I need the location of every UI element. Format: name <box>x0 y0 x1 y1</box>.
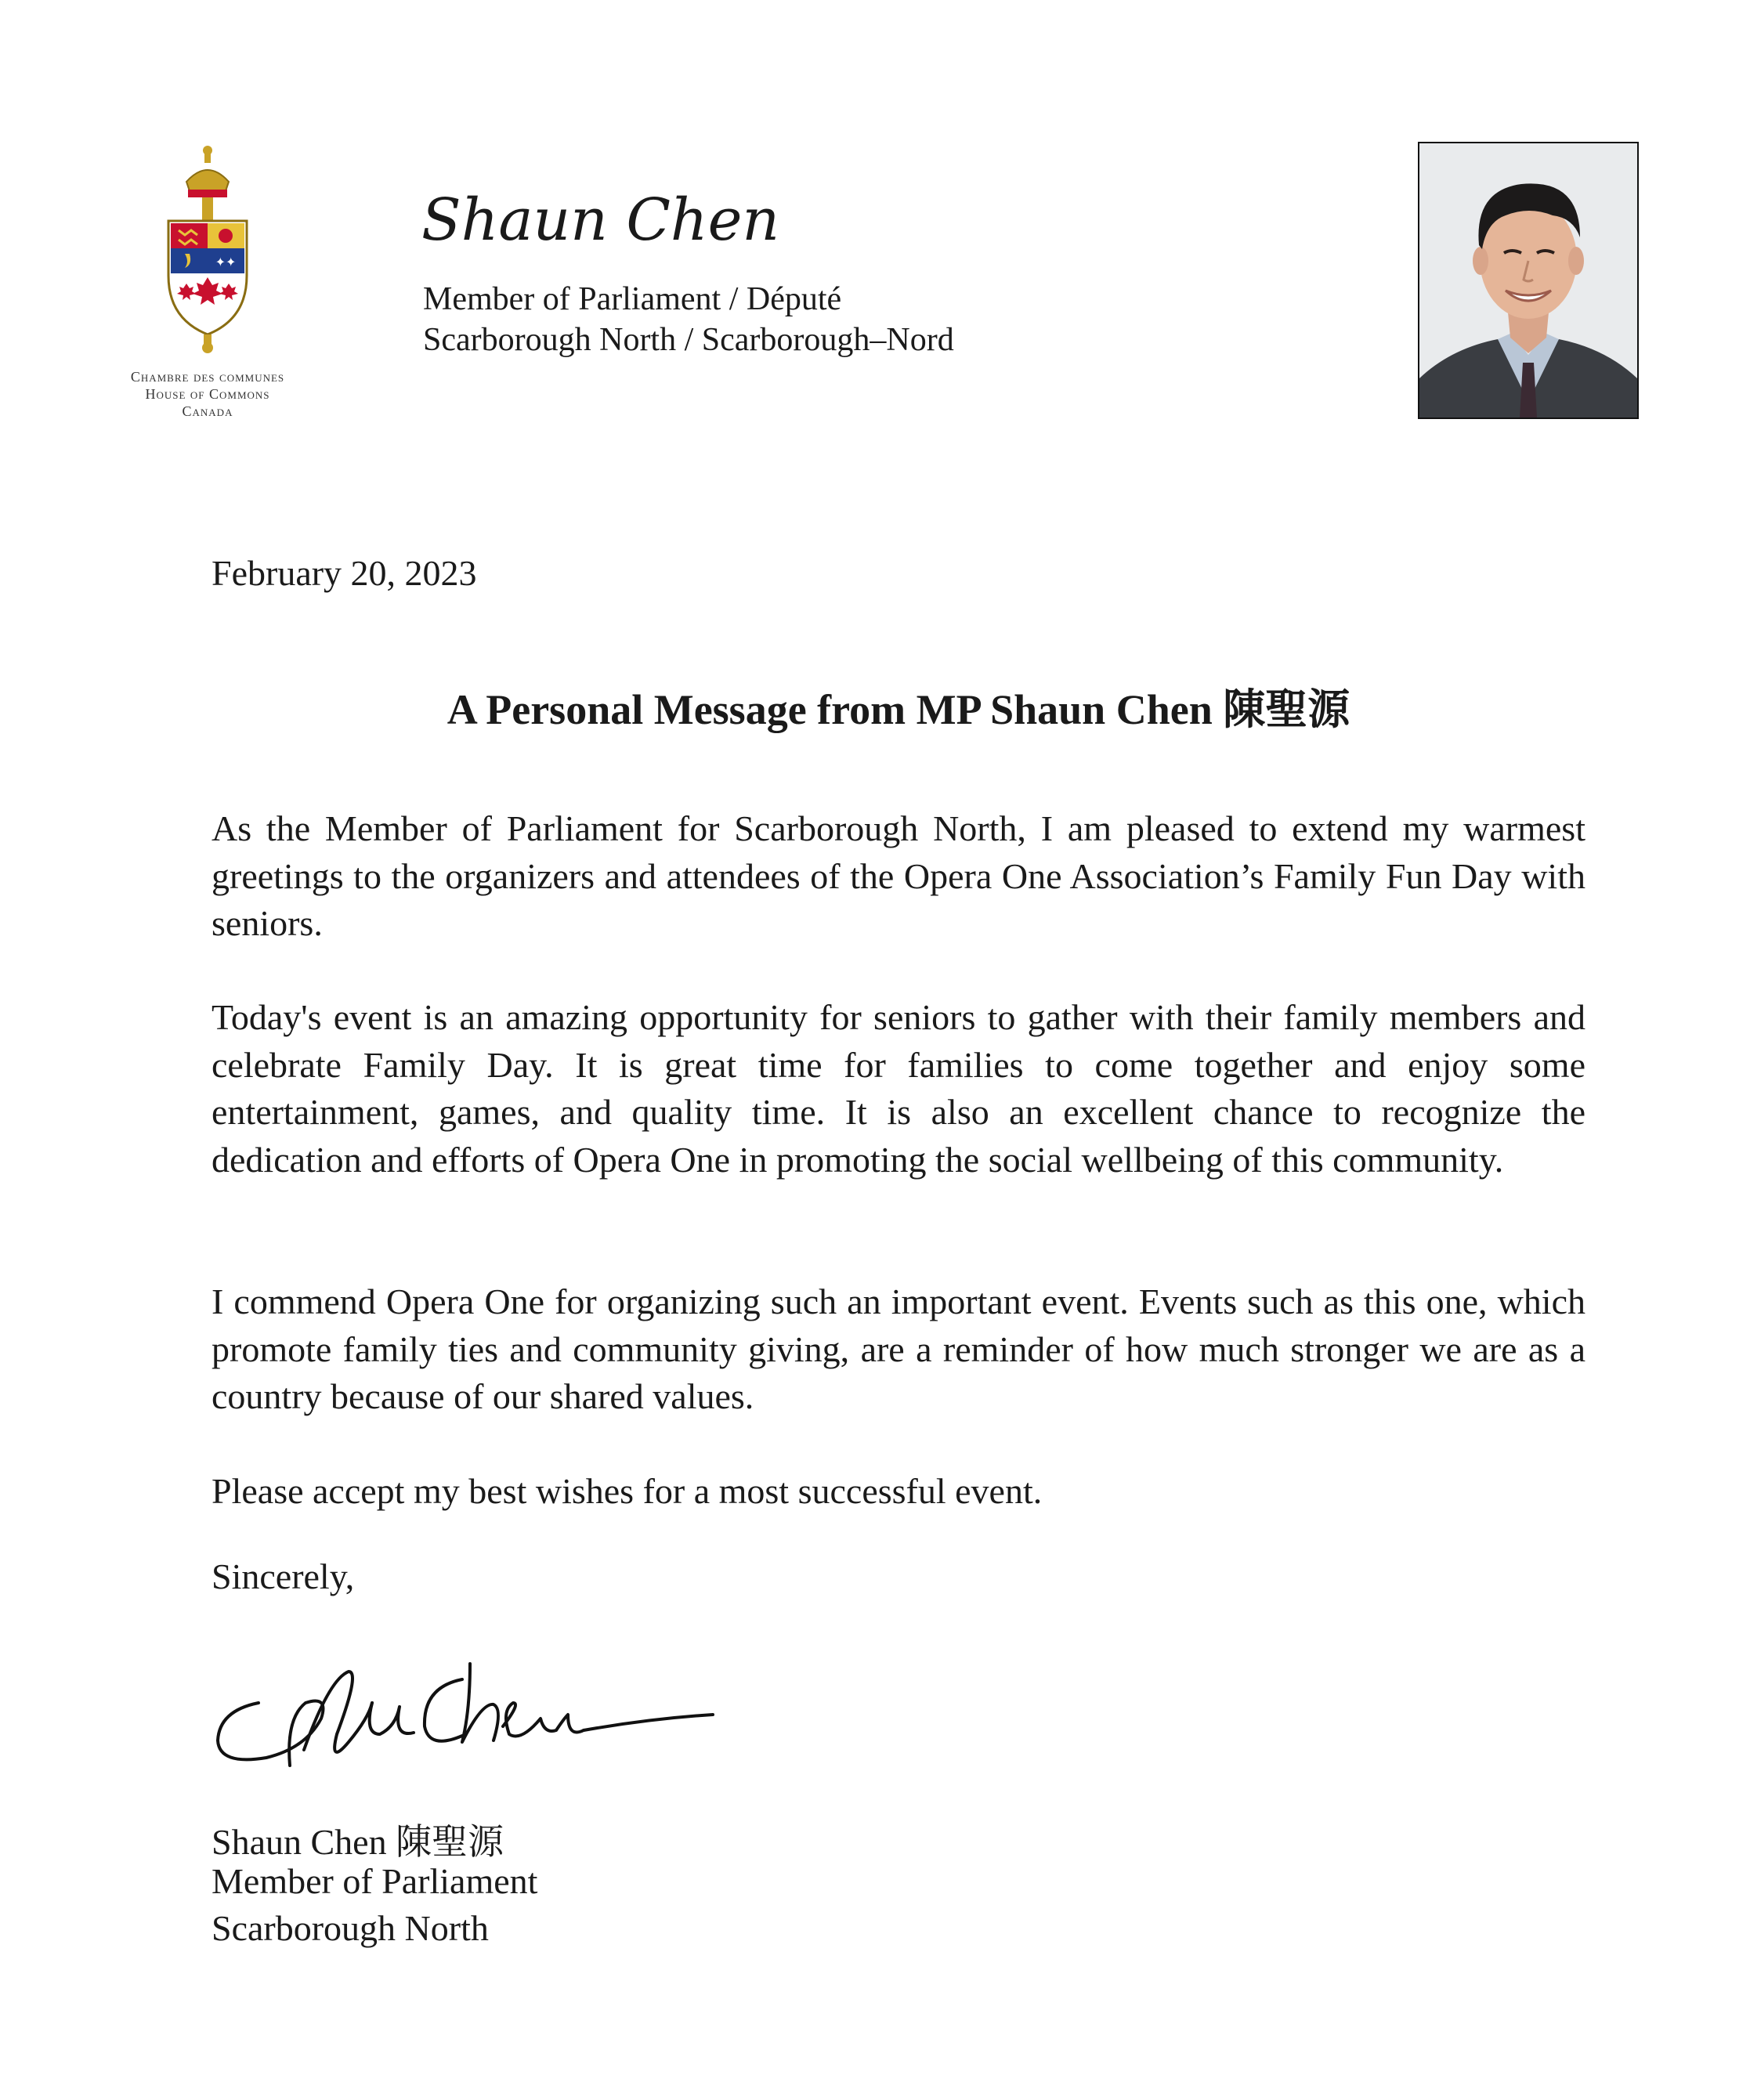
house-of-commons-crest-icon <box>155 143 260 354</box>
svg-text:✦✦: ✦✦ <box>215 255 237 269</box>
signatory-name: Shaun Chen 陳聖源 <box>212 1822 504 1862</box>
body-paragraph: Please accept my best wishes for a most successful event. <box>212 1471 1043 1511</box>
body-paragraph: As the Member of Parliament for Scarborough North, I am pleased to extend my warmest greetings to the organizers and attendees of the Opera One Association’s Family Fun Day with seniors. <box>212 808 1585 943</box>
header-title-line: Member of Parliament / Député <box>423 281 842 317</box>
crest-caption-line2: House of Commons <box>145 386 270 402</box>
letter-date: February 20, 2023 <box>212 553 477 593</box>
crest-caption-line3: Canada <box>182 403 233 419</box>
signatory-role: Member of Parliament <box>212 1861 538 1901</box>
body-paragraph: I commend Opera One for organizing such an important event. Events such as this one, which promote family ties and community giving, are a reminder of how much stronger we are as a country because of our shared values. <box>212 1281 1585 1416</box>
letter-title: A Personal Message from MP Shaun Chen 陳聖源 <box>447 686 1350 733</box>
signatory-riding: Scarborough North <box>212 1908 489 1948</box>
header-riding-line: Scarborough North / Scarborough–Nord <box>423 322 954 358</box>
letter-closing: Sincerely, <box>212 1556 355 1596</box>
crest-caption-line1: Chambre des communes <box>130 369 285 385</box>
handwritten-signature <box>212 1648 721 1785</box>
portrait-photo <box>1418 142 1639 419</box>
house-of-commons-crest <box>110 143 306 417</box>
mp-name-script: Shaun Chen <box>421 186 780 254</box>
body-paragraph: Today's event is an amazing opportunity for seniors to gather with their family members and celebrate Family Day. It is great time for families to come together and enjoy some entertainment, games, and quality time. It is also an excellent chance to recognize the dedication and efforts of Opera One in promoting the social wellbeing of this community. <box>212 997 1585 1180</box>
